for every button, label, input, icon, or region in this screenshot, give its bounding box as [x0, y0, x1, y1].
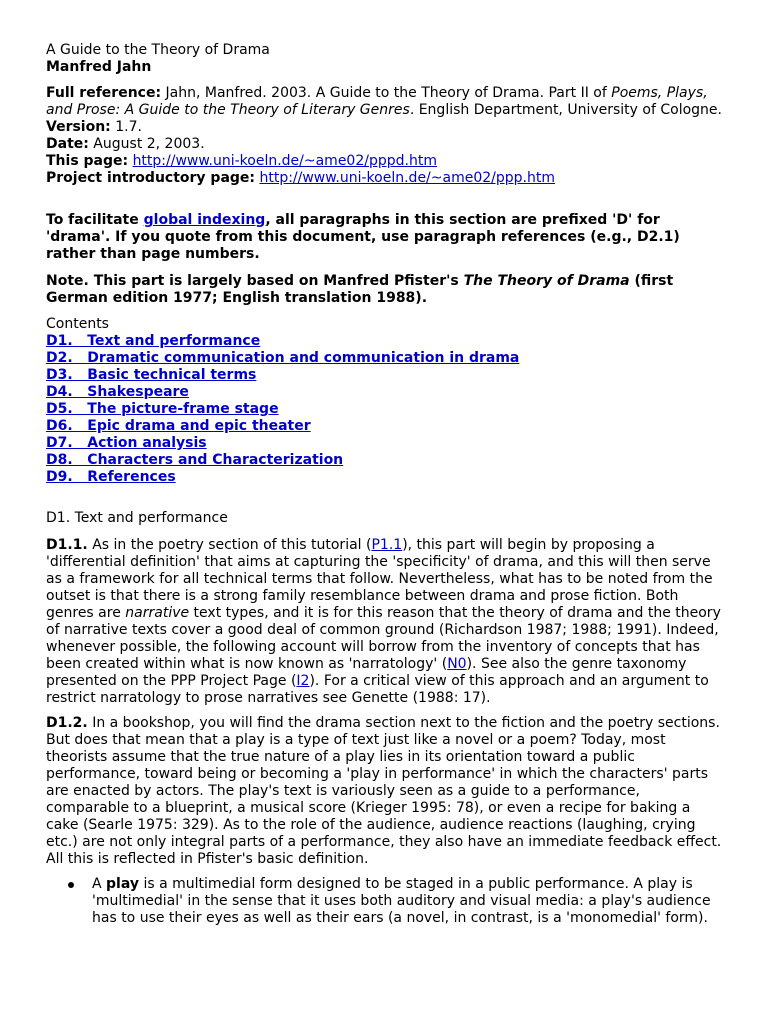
toc-link-d8[interactable]: D8. Characters and Characterization: [46, 452, 344, 468]
toc-link-d1[interactable]: D1. Text and performance: [46, 333, 261, 349]
date-line: [46, 136, 726, 153]
project-page-link[interactable]: http://www.uni-koeln.de/~ame02/ppp.htm: [259, 170, 555, 186]
version-line: [46, 119, 726, 136]
bullet-bold: play: [106, 876, 139, 892]
indexing-paragraph: [46, 212, 726, 263]
paragraph-d1-2: [46, 715, 726, 868]
this-page-line: [46, 153, 726, 170]
full-reference-text: Jahn, Manfred. 2003. A Guide to the Theory of Drama. Part II of: [161, 85, 612, 101]
toc-link-d3[interactable]: D3. Basic technical terms: [46, 367, 257, 383]
list-item: [92, 876, 732, 927]
paragraph-label: D1.1.: [46, 537, 88, 553]
p1-1-link[interactable]: P1.1: [371, 537, 403, 553]
paragraph-italic: narrative: [125, 605, 190, 621]
this-page-link[interactable]: http://www.uni-koeln.de/~ame02/pppd.htm: [132, 153, 437, 169]
meta-block: [46, 85, 726, 187]
version-value: 1.7.: [110, 119, 142, 135]
toc-link-d6[interactable]: D6. Epic drama and epic theater: [46, 418, 311, 434]
full-reference-italic: Poems, Plays, and Prose: A Guide to the Theory of Literary Genres: [46, 85, 708, 118]
date-value: August 2, 2003.: [88, 136, 205, 152]
paragraph-text-2: ), this part will begin by proposing a 'differential definition' that aims at capturing the 'specificity' of drama, and this will then serve as a framework for all technical terms that follow. Nevertheless, what has to be noted from the outset is that there is a strong family resemblance between drama and prose fiction. Both genres are: [46, 537, 713, 621]
this-page-label: This page:: [46, 153, 129, 169]
section-heading: D1. Text and performance: [46, 510, 228, 526]
title-block: [46, 42, 726, 76]
project-page-label: Project introductory page:: [46, 170, 256, 186]
full-reference: [46, 85, 726, 119]
paragraph-text-5: ). For a critical view of this approach and an argument to restrict narratology to prose narratives see Genette (1988: 17).: [46, 673, 709, 706]
bullet-text: A: [92, 876, 107, 892]
contents: [46, 316, 726, 486]
document-author: Manfred Jahn: [46, 59, 152, 75]
paragraph-text: As in the poetry section of this tutorial (: [87, 537, 372, 553]
toc-link-d5[interactable]: D5. The picture-frame stage: [46, 401, 279, 417]
version-label: Version:: [46, 119, 111, 135]
paragraph-label-2: D1.2.: [46, 715, 88, 731]
toc-link-d7[interactable]: D7. Action analysis: [46, 435, 207, 451]
indexing-text-end: , all paragraphs in this section are prefixed 'D' for 'drama'. If you quote from this document, use paragraph references (e.g., D2.1) rather than page numbers.: [46, 212, 680, 262]
note-italic: The Theory of Drama: [463, 273, 630, 289]
toc-link-d9[interactable]: D9. References: [46, 469, 176, 485]
paragraph-text-4: ). See also the genre taxonomy presented on the PPP Project Page (: [46, 656, 687, 689]
document-title: A Guide to the Theory of Drama: [46, 42, 270, 58]
note-text: Note. This part is largely based on Manfred Pfister's: [46, 273, 464, 289]
project-page-line: [46, 170, 726, 187]
paragraph-text-3: text types, and it is for this reason that the theory of drama and the theory of narrative texts cover a good deal of common ground (Richardson 1987; 1988; 1991). Indeed, whenever possible, the following account will borrow from the inventory of concepts that has been created within what is now known as 'narratology' (: [46, 605, 721, 672]
toc-link-d2[interactable]: D2. Dramatic communication and communication in drama: [46, 350, 520, 366]
paragraph-text-d1-2: In a bookshop, you will find the drama section next to the fiction and the poetry sections. But does that mean that a play is a type of text just like a novel or a poem? Today, most theorists assume that the true nature of a play lies in its orientation toward a public performance, toward being or becoming a 'play in performance' in which the characters' parts are enacted by actors. The play's text is variously seen as a guide to a performance, comparable to a blueprint, a musical score (Krieger 1995: 78), or even a recipe for baking a cake (Searle 1975: 329). As to the role of the audience, audience reactions (laughing, crying etc.) are not only integral parts of a performance, they also have an immediate feedback effect. All this is reflected in Pfister's basic definition.: [46, 715, 722, 867]
note-text-end: (first German edition 1977; English translation 1988).: [46, 273, 674, 306]
date-label: Date:: [46, 136, 89, 152]
full-reference-label: Full reference:: [46, 85, 162, 101]
full-reference-text-end: . English Department, University of Cologne.: [409, 102, 722, 118]
bullet-icon: [68, 882, 74, 888]
indexing-text: To facilitate: [46, 212, 144, 228]
paragraph-d1-1: [46, 537, 726, 707]
n0-link[interactable]: N0: [447, 656, 467, 672]
note-paragraph: [46, 273, 726, 307]
i2-link[interactable]: I2: [296, 673, 310, 689]
toc-link-d4[interactable]: D4. Shakespeare: [46, 384, 189, 400]
contents-heading: Contents: [46, 316, 109, 332]
bullet-text-end: is a multimedial form designed to be staged in a public performance. A play is 'multimedial' in the sense that it uses both auditory and visual media: a play's audience has to use their eyes as well as their ears (a novel, in contrast, is a 'monomedial' form).: [92, 876, 711, 926]
global-indexing-link[interactable]: global indexing: [143, 212, 266, 228]
